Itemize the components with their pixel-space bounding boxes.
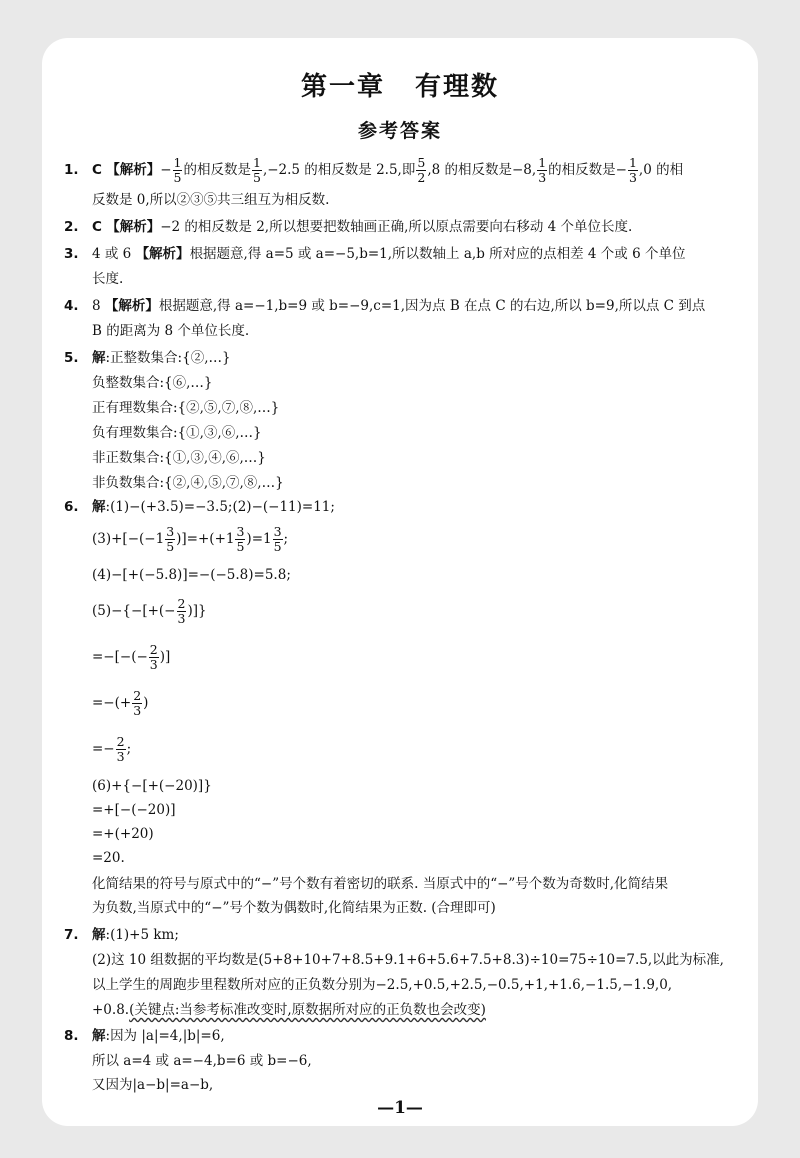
q6-number: 6. [64, 499, 79, 515]
key-point-note: (关键点:当参考标准改变时,原数据所对应的正负数也会改变) [129, 1002, 486, 1018]
q5-number: 5. [64, 350, 79, 366]
q8-line3: 又因为|a−b|=a−b, [92, 1077, 214, 1093]
q4-number: 4. [64, 298, 79, 314]
q6-conclusion-1: 化简结果的符号与原式中的“−”号个数有着密切的联系. 当原式中的“−”号个数为奇数时,化简结果 [92, 876, 669, 892]
q8-number: 8. [64, 1028, 79, 1044]
q6-line9: =+[−(−20)] [92, 802, 176, 818]
q6-line11: =20. [92, 850, 125, 866]
q5-line5: 非正数集合:{①,③,④,⑥,…} [92, 450, 266, 466]
q3-number: 3. [64, 246, 79, 262]
q4-line2: B 的距离为 8 个单位长度. [92, 323, 250, 339]
q5-line4: 负有理数集合:{①,③,⑥,…} [92, 425, 262, 441]
q6-line8: (6)+{−[+(−20)]} [92, 778, 212, 794]
q3-line1: 4 或 6 【解析】根据题意,得 a=5 或 a=−5,b=1,所以数轴上 a,b 所对应的点相差 4 个或 6 个单位 [92, 246, 686, 262]
q8-line2: 所以 a=4 或 a=−4,b=6 或 b=−6, [92, 1053, 312, 1069]
q2-line1: C 【解析】−2 的相反数是 2,所以想要把数轴画正确,所以原点需要向右移动 4 个单位长度. [92, 219, 633, 235]
q7-line2: (2)这 10 组数据的平均数是(5+8+10+7+8.5+9.1+6+5.6+7.5+8.3)÷10=75÷10=7.5,以此为标准, [92, 952, 724, 968]
q6-line5: =−[−(− $\frac{2}{3}$ )] [92, 642, 171, 672]
q7-number: 7. [64, 927, 79, 943]
q6-line7: =− $\frac{2}{3}$ ; [92, 734, 132, 764]
q6-line6: =−(+ $\frac{2}{3}$ ) [92, 688, 149, 718]
q6-line2: (3)+[−(−1 $\frac{3}{5}$ )]=+(+1 $\frac{3}{5}$ )=1 $\frac{3}{5}$ ; [92, 524, 289, 554]
q5-line1: 解:正整数集合:{②,…} [92, 350, 231, 366]
q1-line2: 反数是 0,所以②③⑤共三组互为相反数. [92, 192, 330, 208]
q1-number: 1. [64, 162, 79, 178]
q5-line3: 正有理数集合:{②,⑤,⑦,⑧,…} [92, 400, 280, 416]
q2-number: 2. [64, 219, 79, 235]
q6-line10: =+(+20) [92, 826, 154, 842]
q6-line3: (4)−[+(−5.8)]=−(−5.8)=5.8; [92, 567, 291, 583]
chapter-title: 第一章 有理数 [300, 72, 500, 102]
q3-line2: 长度. [92, 271, 124, 287]
q7-line1: 解:(1)+5 km; [92, 927, 179, 943]
q7-line4: +0.8.(关键点:当参考标准改变时,原数据所对应的正负数也会改变) [92, 1002, 486, 1018]
q5-line2: 负整数集合:{⑥,…} [92, 375, 213, 391]
page-number: —1— [377, 1098, 423, 1118]
q4-line1: 8 【解析】根据题意,得 a=−1,b=9 或 b=−9,c=1,因为点 B 在点 C 的右边,所以 b=9,所以点 C 到点 [92, 298, 706, 314]
answer-subtitle: 参考答案 [357, 120, 442, 142]
q1-line1: C 【解析】− $\frac{1}{5}$ 的相反数是 $\frac{1}{5}$ ,−2.5 的相反数是 2.5,即 $\frac{5}{2}$ ,8 的相反数是−8, $\frac{1}{3}$ 的相反数是− $\frac{1}{3}$ ,0 的相 [92, 155, 684, 185]
q6-line4: (5)−{−[+(− $\frac{2}{3}$ )]} [92, 596, 207, 626]
q6-line1: 解:(1)−(+3.5)=−3.5;(2)−(−11)=11; [92, 499, 335, 515]
q6-conclusion-2: 为负数,当原式中的“−”号个数为偶数时,化简结果为正数. (合理即可) [92, 900, 496, 916]
q5-line6: 非负数集合:{②,④,⑤,⑦,⑧,…} [92, 475, 284, 491]
q7-line3: 以上学生的周跑步里程数所对应的正负数分别为−2.5,+0.5,+2.5,−0.5,+1,+1.6,−1.5,−1.9,0, [92, 977, 673, 993]
q8-line1: 解:因为 |a|=4,|b|=6, [92, 1028, 225, 1044]
